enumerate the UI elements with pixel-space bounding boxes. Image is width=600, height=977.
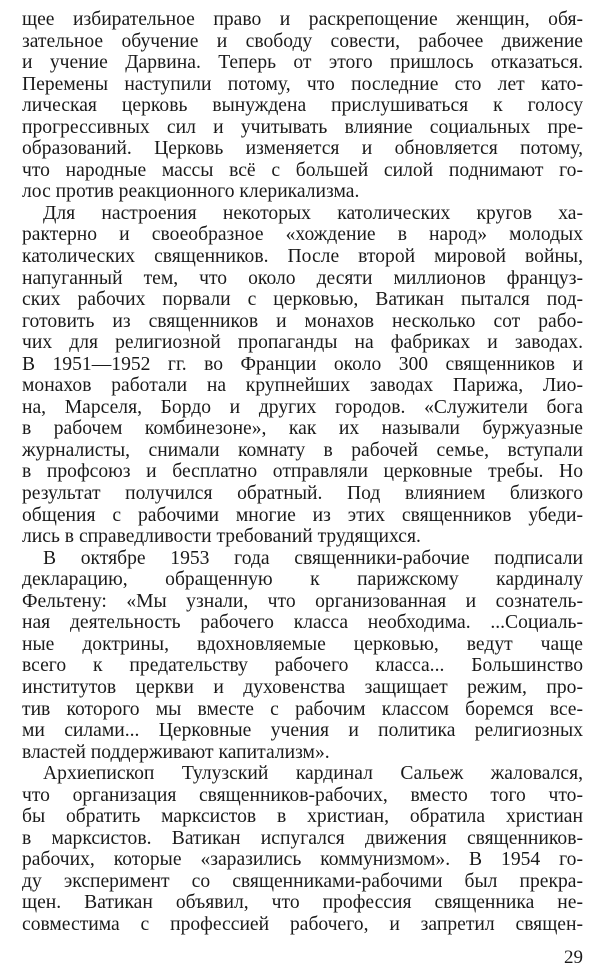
text-line: готовить из священников и монахов несколько сот рабо- <box>22 310 583 332</box>
text-line: Перемены наступили потому, что последние сто лет като- <box>22 73 583 95</box>
text-line: совместима с профессией рабочего, и запретил священ- <box>22 913 583 935</box>
text-line: чих для религиозной пропаганды на фабриках и заводах. <box>22 332 583 354</box>
paragraph <box>22 763 583 935</box>
text-line: лическая церковь вынуждена прислушиваться к голосу <box>22 95 583 117</box>
text-line: прогрессивных сил и учитывать влияние социальных пре- <box>22 116 583 138</box>
text-line: журналисты, снимали комнату в рабочей семье, вступали <box>22 439 583 461</box>
text-line: щее избирательное право и раскрепощение женщин, обя- <box>22 9 583 30</box>
text-line: результат получился обратный. Под влиянием близкого <box>22 483 583 505</box>
text-line: щен. Ватикан объявил, что профессия священника не- <box>22 892 583 914</box>
text-line: властей поддерживают капитализм». <box>22 741 330 763</box>
text-line: В октябре 1953 года священники-рабочие подписали <box>43 547 583 569</box>
text-line: в профсоюз и бесплатно отправляли церковные требы. Но <box>22 461 583 483</box>
text-line: католических священников. После второй мировой войны, <box>22 246 583 268</box>
text-line: общения с рабочими многие из этих священников убеди- <box>22 504 583 526</box>
text-line: бы обратить марксистов в христиан, обратила христиан <box>22 806 583 828</box>
text-line: что организация священников-рабочих, вместо того что- <box>22 784 583 806</box>
text-line: на, Марселя, Бордо и других городов. «Служители бога <box>22 396 583 418</box>
text-line: лос против реакционного клерикализма. <box>22 181 360 203</box>
text-line: монахов работали на крупнейших заводах Парижа, Лио- <box>22 375 583 397</box>
page-number: 29 <box>564 947 583 968</box>
text-line: лись в справедливости требований трудящихся. <box>22 526 421 548</box>
text-line: Для настроения некоторых католических кругов ха- <box>43 202 583 224</box>
text-line: образований. Церковь изменяется и обновляется потому, <box>22 138 583 160</box>
paragraph <box>22 203 583 548</box>
text-line: в рабочем комбинезоне», как их называли буржуазные <box>22 418 583 440</box>
text-line: ду эксперимент со священниками-рабочими был прекра- <box>22 870 583 892</box>
text-line: и учение Дарвина. Теперь от этого пришлось отказаться. <box>22 52 583 74</box>
text-line: всего к предательству рабочего класса... Большинство <box>22 655 583 677</box>
paragraph <box>22 548 583 763</box>
text-line: ные доктрины, вдохновляемые церковью, ведут чаще <box>22 633 583 655</box>
page-body-text <box>22 9 583 936</box>
text-line: тив которого мы вместе с рабочим классом боремся все- <box>22 698 583 720</box>
text-line: зательное обучение и свободу совести, рабочее движение <box>22 30 583 52</box>
text-line: институтов церкви и духовенства защищает режим, про- <box>22 676 583 698</box>
text-line: В 1951—1952 гг. во Франции около 300 священников и <box>22 353 583 375</box>
text-line: напуганный тем, что около десяти миллионов француз- <box>22 267 583 289</box>
text-line: ная деятельность рабочего класса необходима. ...Социаль- <box>22 612 583 634</box>
paragraph <box>22 9 583 203</box>
text-line: ских рабочих порвали с церковью, Ватикан пытался под- <box>22 289 583 311</box>
text-line: ми силами... Церковные учения и политика религиозных <box>22 720 583 742</box>
text-line: рабочих, которые «заразились коммунизмом». В 1954 го- <box>22 849 583 871</box>
text-line: Фельтену: «Мы узнали, что организованная и сознатель- <box>22 590 583 612</box>
text-line: что народные массы всё с большей силой поднимают го- <box>22 159 583 181</box>
text-line: Архиепископ Тулузский кардинал Сальеж жаловался, <box>43 763 583 785</box>
text-line: в марксистов. Ватикан испугался движения священников- <box>22 827 583 849</box>
text-line: рактерно и своеобразное «хождение в народ» молодых <box>22 224 583 246</box>
text-line: декларацию, обращенную к парижскому кардиналу <box>22 569 583 591</box>
